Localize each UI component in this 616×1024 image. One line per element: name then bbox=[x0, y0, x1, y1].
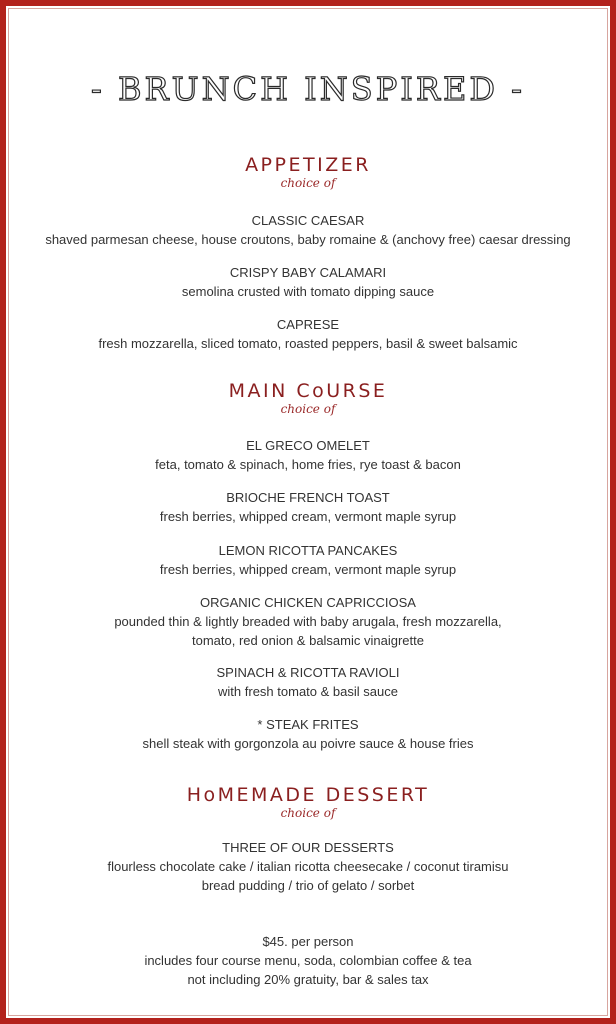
item-description: shell steak with gorgonzola au poivre sauce & house fries bbox=[142, 736, 474, 751]
menu-item-organic-chicken-capricciosa bbox=[20, 593, 596, 650]
menu-item-spinach-ricotta-ravioli bbox=[20, 663, 596, 701]
item-name: LEMON RICOTTA PANCAKES bbox=[218, 543, 398, 558]
main-course-subheading: choice of bbox=[280, 402, 336, 416]
menu-item-crispy-baby-calamari bbox=[20, 263, 596, 301]
menu-item-lemon-ricotta-pancakes bbox=[20, 541, 596, 579]
item-description: pounded thin & lightly breaded with baby arugala, fresh mozzarella, bbox=[114, 614, 502, 629]
menu-item-brioche-french-toast bbox=[20, 488, 596, 526]
item-description: flourless chocolate cake / italian ricotta cheesecake / coconut tiramisu bbox=[107, 859, 509, 874]
appetizer-heading: APPETIZER bbox=[245, 154, 371, 176]
menu-item-caprese bbox=[20, 315, 596, 353]
item-name: EL GRECO OMELET bbox=[246, 438, 370, 453]
item-description: shaved parmesan cheese, house croutons, baby romaine & (anchovy free) caesar dressing bbox=[45, 232, 571, 247]
menu-title: - BRUNCH INSPIRED - bbox=[91, 70, 525, 108]
dessert-section bbox=[0, 784, 616, 820]
item-description: semolina crusted with tomato dipping sauce bbox=[181, 284, 435, 299]
main-course-heading: MAIN CoURSE bbox=[228, 380, 388, 402]
item-description: fresh mozzarella, sliced tomato, roasted peppers, basil & sweet balsamic bbox=[98, 336, 518, 351]
dessert-subheading: choice of bbox=[280, 806, 336, 820]
item-description-continued: bread pudding / trio of gelato / sorbet bbox=[201, 878, 415, 893]
item-description: with fresh tomato & basil sauce bbox=[218, 684, 398, 699]
item-name: CAPRESE bbox=[276, 317, 340, 332]
item-description: fresh berries, whipped cream, vermont maple syrup bbox=[159, 562, 457, 577]
menu-item-steak-frites bbox=[20, 715, 596, 753]
item-name: CLASSIC CAESAR bbox=[251, 213, 365, 228]
menu-item-three-desserts bbox=[20, 838, 596, 895]
main-course-section bbox=[0, 380, 616, 416]
item-description-continued: tomato, red onion & balsamic vinaigrette bbox=[192, 633, 424, 648]
appetizer-subheading: choice of bbox=[280, 176, 336, 190]
item-name: BRIOCHE FRENCH TOAST bbox=[226, 490, 390, 505]
pricing-block bbox=[20, 932, 596, 989]
item-name: * STEAK FRITES bbox=[257, 717, 359, 732]
includes-text: includes four course menu, soda, colombian coffee & tea bbox=[144, 953, 472, 968]
item-name: SPINACH & RICOTTA RAVIOLI bbox=[216, 665, 400, 680]
item-name: THREE OF OUR DESSERTS bbox=[222, 840, 394, 855]
menu-item-el-greco-omelet bbox=[20, 436, 596, 474]
price-text: $45. per person bbox=[262, 934, 354, 949]
menu-item-classic-caesar bbox=[20, 211, 596, 249]
excludes-text: not including 20% gratuity, bar & sales tax bbox=[187, 972, 429, 987]
item-name: ORGANIC CHICKEN CAPRICCIOSA bbox=[200, 595, 416, 610]
appetizer-section bbox=[0, 154, 616, 190]
dessert-heading: HoMEMADE DESSERT bbox=[186, 784, 430, 806]
item-description: feta, tomato & spinach, home fries, rye toast & bacon bbox=[155, 457, 461, 472]
item-name: CRISPY BABY CALAMARI bbox=[229, 265, 387, 280]
item-description: fresh berries, whipped cream, vermont maple syrup bbox=[159, 509, 457, 524]
